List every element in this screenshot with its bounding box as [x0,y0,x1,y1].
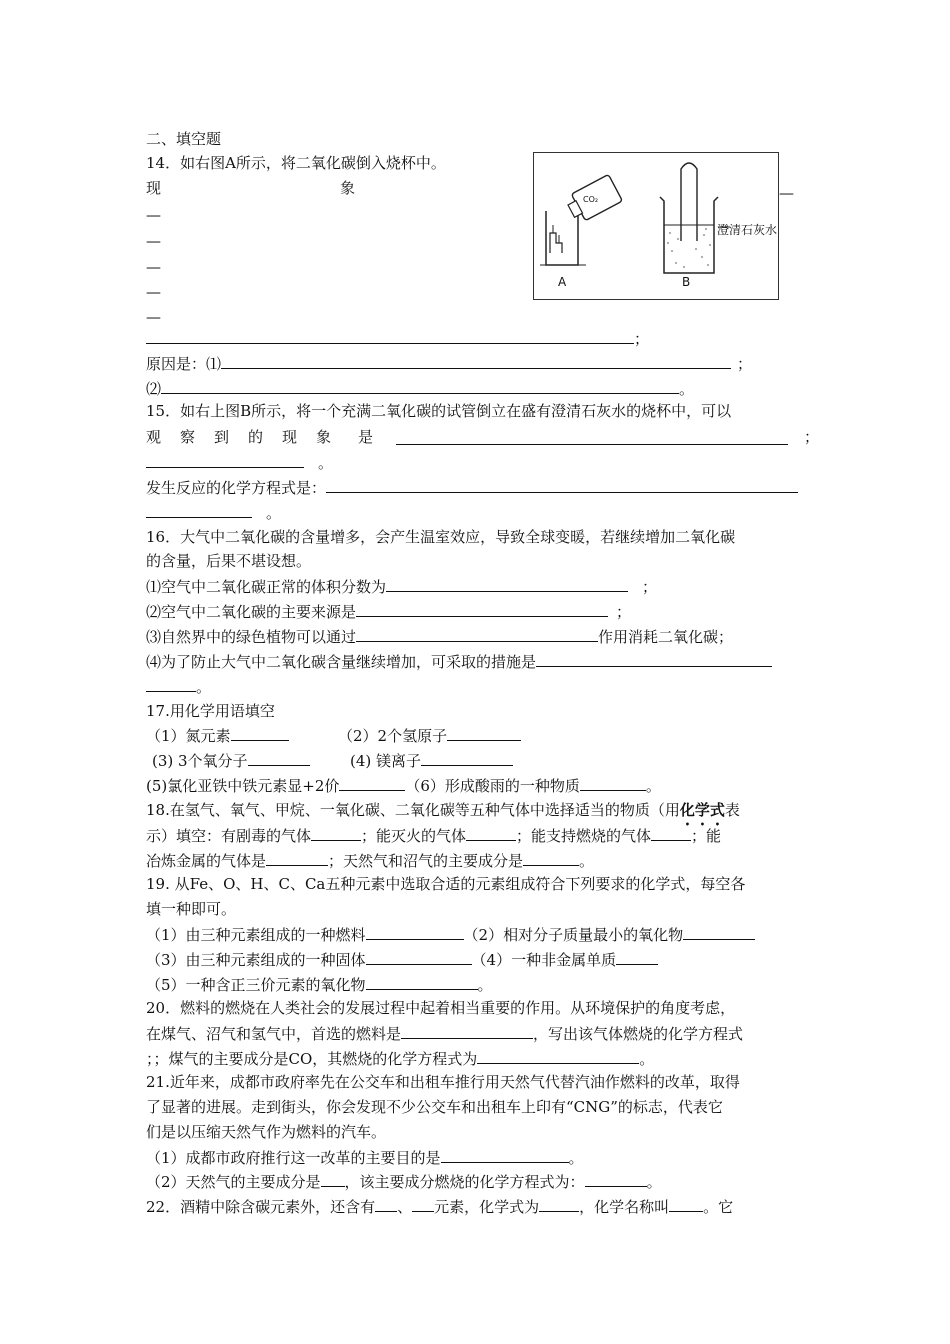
q22-blank-3[interactable] [539,1196,579,1212]
q15-blank-2[interactable] [146,452,304,468]
q20-line2 [146,1023,743,1045]
q20-line1: 20．燃料的燃烧在人类社会的发展过程中起着相当重要的作用。从环境保护的角度考虑， [146,999,736,1017]
q14-phenomenon-blank-line [146,328,649,350]
q16-p4-blank-2[interactable] [146,676,196,692]
q21-part2 [146,1171,662,1193]
q21-a1-blank[interactable] [441,1147,569,1163]
q17-row3 [146,775,661,797]
q21-a2-blank-2[interactable] [585,1171,647,1187]
q14-dash-right: — [779,184,794,202]
q21-line2: 了显著的进展。走到街头，你会发现不少公交车和出租车上印有“CNG”的标志，代表它 [146,1098,723,1116]
q16-p4-end: 。 [196,678,212,696]
q19-row2 [146,949,658,971]
q19-a3-text: （3）由三种元素组成的一种固体 [146,951,366,969]
q19-a5-blank[interactable] [366,974,478,990]
q19-a5-text: （5）一种含正三价元素的氧化物 [146,976,366,994]
q18-line1 [146,800,740,822]
q15-char-5: 现 [282,428,298,446]
q20-l2b: ，写出该气体燃烧的化学方程式 [533,1025,744,1043]
q17-a1-text: （1）氮元素 [146,727,231,745]
q14-dash-4: — [146,283,161,301]
q14-xian: 现 [146,179,162,197]
q14-reason2-label: ⑵ [146,380,162,398]
q19-row1 [146,924,755,946]
q16-line2: 的含量，后果不堪设想。 [146,552,312,570]
q16-p2-blank[interactable] [356,601,608,617]
q16-p3-blank[interactable] [356,626,598,642]
q15-line1: 15．如右上图B所示，将一个充满二氧化碳的试管倒立在盛有澄清石灰水的烧杯中，可以 [146,402,732,420]
q21-part1 [146,1147,584,1169]
q14-reason2-end: 。 [679,380,695,398]
q17-a1-blank[interactable] [231,725,289,741]
experiment-figure [533,152,779,300]
q18-l3a: 冶炼金属的气体是 [146,852,267,870]
section-title: 二、填空题 [146,130,222,148]
q16-p1-text: ⑴空气中二氧化碳正常的体积分数为 [146,578,387,596]
q14-xiang: 象 [340,179,356,197]
q17-a3-blank[interactable] [248,750,310,766]
q17-a6-end: 。 [645,777,661,795]
q16-part1 [146,576,657,598]
q14-dash-2: — [146,232,161,250]
q20-l2a: 在煤气、沼气和氢气中，首选的燃料是 [146,1025,402,1043]
q15-line5-end: 。 [266,504,282,522]
q19-row3 [146,974,493,996]
q16-p2-end: ； [616,603,632,621]
q19-line2: 填一种即可。 [146,900,237,918]
q15-line3-end: 。 [318,454,334,472]
q15-line3 [146,452,333,474]
q18-blank-metal[interactable] [266,850,328,866]
q21-a2b: ，该主要成分燃烧的化学方程式为： [344,1173,585,1191]
q21-a2a: （2）天然气的主要成分是 [146,1173,321,1191]
q16-part2 [146,601,631,623]
q20-fuel-blank[interactable] [401,1023,533,1039]
q16-part3 [146,626,733,648]
q17-a5-text: (5)氯化亚铁中铁元素显+2价 [146,777,340,795]
q16-part4 [146,651,772,673]
q22-e: 。它 [703,1198,734,1216]
q19-a1-text: （1）由三种元素组成的一种燃料 [146,926,366,944]
q15-phenomenon-blank[interactable] [396,429,788,445]
q16-p2-text: ⑵空气中二氧化碳的主要来源是 [146,603,357,621]
q19-a4-blank[interactable] [616,949,658,965]
q15-line2-end: ； [804,428,820,446]
q14-dash-3: — [146,258,161,276]
q22-a: 22．酒精中除含碳元素外，还含有 [146,1198,376,1216]
q18-l1a: 18.在氢气、氧气、甲烷、一氧化碳、二氧化碳等五种气体中选择适当的物质（用 [146,801,680,819]
q14-dash-1: — [146,206,161,224]
q16-p3-text: ⑶自然界中的绿色植物可以通过 [146,628,357,646]
q18-line3 [146,850,594,872]
q17-a6-text: （6）形成酸雨的一种物质 [405,777,580,795]
q20-l3a: ；；煤气的主要成分是CO，其燃烧的化学方程式为 [146,1050,478,1068]
q17-title: 17.用化学用语填空 [146,702,275,720]
q17-a4-text: (4) 镁离子 [350,752,422,770]
q21-a2-end: 。 [646,1173,662,1191]
q14-reason1 [146,353,752,375]
q18-l2d: ；能 [691,827,722,845]
q14-end1: ； [634,330,650,348]
q19-a2-text: （2）相对分子质量最小的氧化物 [463,926,684,944]
q15-line2 [146,427,820,449]
q17-a5-blank[interactable] [339,775,405,791]
q22-line1 [146,1196,733,1218]
q15-equation-blank[interactable] [326,477,798,493]
q17-row2 [146,750,422,772]
q18-l1c: 表 [724,801,740,819]
q14-phenomenon-blank[interactable] [146,328,634,344]
q15-char-3: 到 [214,428,230,446]
figure-label-b: B [682,275,691,289]
q22-d: ，化学名称叫 [579,1198,670,1216]
q15-equation-blank-2[interactable] [146,502,252,518]
bottle-label: CO₂ [583,195,599,204]
q18-l2b: ；能灭火的气体 [361,827,467,845]
q18-l2c: ；能支持燃烧的气体 [516,827,652,845]
q16-p1-blank[interactable] [386,576,628,592]
q16-line1: 16．大气中二氧化碳的含量增多，会产生温室效应，导致全球变暖，若继续增加二氧化碳 [146,528,736,546]
q22-b: 、 [397,1198,413,1216]
q14-reason1-blank[interactable] [221,353,731,369]
q21-a1-end: 。 [568,1149,584,1167]
q14-reason1-end: ； [737,355,753,373]
figure-label-a: A [558,275,567,289]
q22-blank-2[interactable] [412,1196,434,1212]
q17-a3-text: (3) 3个氧分子 [152,752,248,770]
q15-char-6: 象 [316,428,332,446]
q17-a2 [338,725,521,746]
q15-char-4: 的 [248,428,264,446]
q15-char-1: 观 [146,428,162,446]
q19-a2-blank[interactable] [683,924,755,940]
q15-equation [146,477,798,499]
q17-a2-text: （2）2个氢原子 [338,727,448,745]
q21-line1: 21.近年来，成都市政府率先在公交车和出租车推行用天然气代替汽油作燃料的改革，取得 [146,1073,740,1091]
q18-l3c: 。 [579,852,595,870]
q17-a4 [350,750,513,771]
q18-blank-support[interactable] [651,825,691,841]
beaker-label: 澄清石灰水 [717,223,778,237]
q19-a1-blank[interactable] [366,924,464,940]
q21-a1-text: （1）成都市政府推行这一改革的主要目的是 [146,1149,441,1167]
q22-blank-1[interactable] [375,1196,397,1212]
q18-blank-toxic[interactable] [311,825,361,841]
q21-a2-blank-1[interactable] [321,1171,345,1187]
q15-char-7: 是 [358,428,374,446]
q14-reason2-blank[interactable] [161,378,679,394]
q19-line1: 19. 从Fe、O、H、C、Ca五种元素中选取合适的元素组成符合下列要求的化学式，每空各 [146,875,746,893]
q19-a5-end: 。 [477,976,493,994]
q18-blank-gas[interactable] [523,850,579,866]
q14-line2 [146,178,356,200]
q21-line3: 们是以压缩天然气作为燃料的汽车。 [146,1123,387,1141]
q17-a4-blank[interactable] [421,750,513,766]
q15-eq-label: 发生反应的化学方程式是： [146,479,327,497]
steps-a [550,233,562,253]
q16-p4-text: ⑷为了防止大气中二氧化碳含量继续增加，可采取的措施是 [146,653,537,671]
q16-p1-end: ； [642,578,658,596]
beaker-a [546,211,578,265]
q18-emphasis: 化学式 [679,801,725,819]
q16-p4-blank[interactable] [536,651,772,667]
q15-line5 [146,502,281,524]
q19-a4-text: （4）一种非金属单质 [471,951,617,969]
q18-l3b: ；天然气和沼气的主要成分是 [328,852,524,870]
q18-l2a: 示）填空：有剧毒的气体 [146,827,312,845]
q15-char-2: 察 [180,428,196,446]
q20-l3b: 。 [639,1050,655,1068]
q14-reason2 [146,378,694,400]
q22-c: 元素，化学式为 [434,1198,540,1216]
q14-reason-label: 原因是：⑴ [146,355,222,373]
q14-line1: 14．如右图A所示，将二氧化碳倒入烧杯中。 [146,154,446,172]
q17-a2-blank[interactable] [447,725,521,741]
q16-p3-end: 作用消耗二氧化碳； [598,628,734,646]
q17-a6-blank[interactable] [580,775,646,791]
q20-line3 [146,1048,654,1070]
q18-line2 [146,825,721,847]
q17-row1 [146,725,448,747]
q16-part4-cont [146,676,211,698]
q22-blank-4[interactable] [669,1196,703,1212]
q19-a3-blank[interactable] [366,949,472,965]
q18-blank-fire[interactable] [466,825,516,841]
q20-equation-blank[interactable] [477,1048,639,1064]
q14-dash-5: — [146,308,161,326]
test-tube [681,163,697,241]
